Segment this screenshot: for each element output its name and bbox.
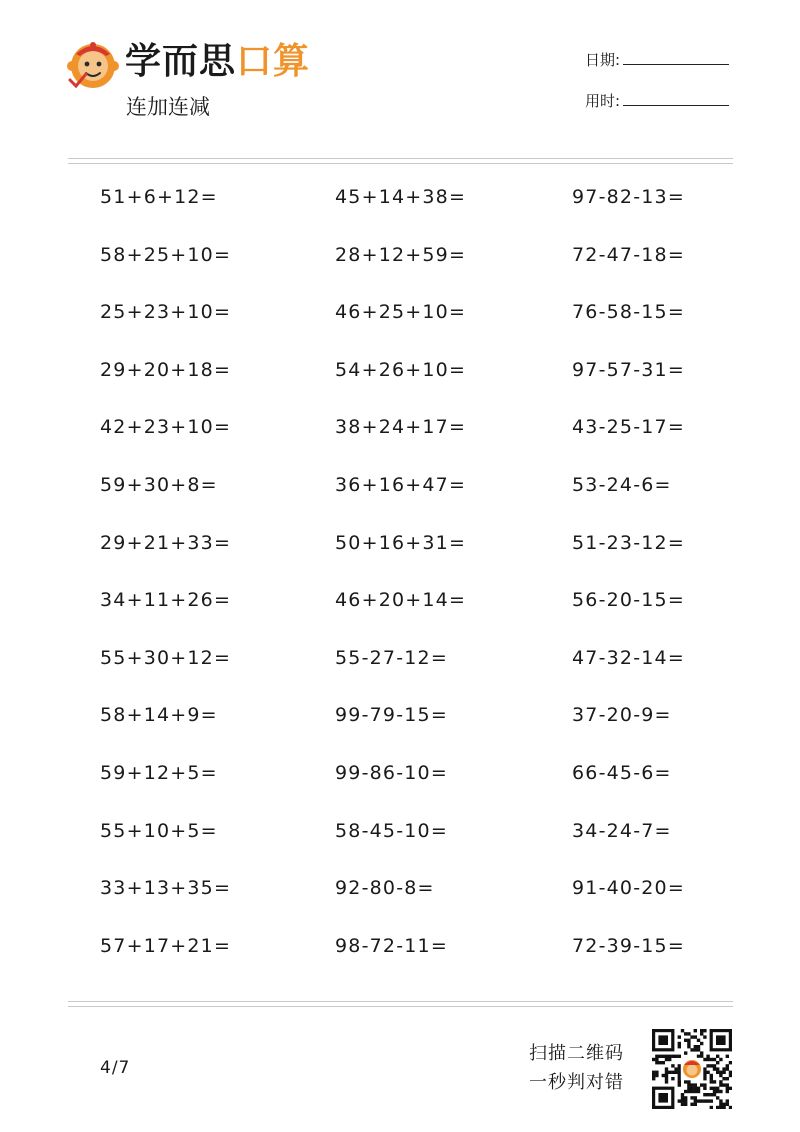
scan-instruction-line2: 一秒判对错 bbox=[529, 1072, 624, 1093]
problem-item: 98-72-11= bbox=[335, 934, 448, 957]
time-label: 用时: bbox=[585, 92, 621, 110]
problem-item: 72-39-15= bbox=[572, 934, 685, 957]
problem-item: 76-58-15= bbox=[572, 301, 685, 324]
date-label: 日期: bbox=[585, 51, 621, 69]
problem-item: 51-23-12= bbox=[572, 531, 685, 554]
problem-item: 58-45-10= bbox=[335, 819, 448, 842]
problem-item: 55+10+5= bbox=[100, 819, 218, 842]
problem-item: 54+26+10= bbox=[335, 358, 467, 381]
problem-item: 46+25+10= bbox=[335, 301, 467, 324]
header-divider-top bbox=[68, 158, 733, 159]
problem-item: 53-24-6= bbox=[572, 474, 672, 496]
problem-item: 25+23+10= bbox=[100, 301, 232, 324]
time-blank-line bbox=[623, 91, 729, 106]
problem-item: 56-20-15= bbox=[572, 589, 685, 612]
problem-item: 57+17+21= bbox=[100, 934, 232, 957]
brand-main: 学而思 bbox=[125, 41, 237, 82]
header-divider-bottom bbox=[68, 163, 733, 164]
problem-item: 47-32-14= bbox=[572, 646, 685, 669]
problem-item: 28+12+59= bbox=[335, 243, 467, 266]
problem-item: 59+30+8= bbox=[100, 474, 218, 496]
problem-item: 33+13+35= bbox=[100, 877, 232, 900]
problem-item: 43-25-17= bbox=[572, 416, 685, 439]
date-field bbox=[585, 50, 729, 70]
problem-item: 58+14+9= bbox=[100, 704, 218, 727]
problem-item: 36+16+47= bbox=[335, 474, 467, 496]
problem-item: 55-27-12= bbox=[335, 646, 448, 669]
problem-item: 91-40-20= bbox=[572, 877, 685, 900]
brand-title bbox=[125, 36, 310, 88]
qr-code-icon[interactable] bbox=[652, 1029, 732, 1109]
problem-item: 46+20+14= bbox=[335, 589, 467, 612]
time-field bbox=[585, 91, 729, 111]
monkey-logo-icon bbox=[66, 36, 120, 90]
problem-item: 34-24-7= bbox=[572, 819, 672, 842]
scan-instruction-line1: 扫描二维码 bbox=[529, 1043, 624, 1064]
footer-divider-top bbox=[68, 1001, 733, 1002]
problem-item: 42+23+10= bbox=[100, 416, 232, 439]
page-number: 4/7 bbox=[100, 1058, 131, 1078]
problem-item: 45+14+38= bbox=[335, 186, 467, 208]
problem-item: 59+12+5= bbox=[100, 762, 218, 784]
problem-item: 99-86-10= bbox=[335, 762, 448, 784]
footer-divider-bottom bbox=[68, 1006, 733, 1007]
problem-item: 51+6+12= bbox=[100, 186, 218, 208]
problem-item: 97-57-31= bbox=[572, 358, 685, 381]
problem-item: 72-47-18= bbox=[572, 243, 685, 266]
problem-item: 55+30+12= bbox=[100, 646, 232, 669]
problem-item: 58+25+10= bbox=[100, 243, 232, 266]
brand-accent: 口算 bbox=[236, 41, 311, 82]
problem-item: 99-79-15= bbox=[335, 704, 448, 727]
problem-item: 38+24+17= bbox=[335, 416, 467, 439]
problem-item: 29+20+18= bbox=[100, 358, 232, 381]
problem-item: 29+21+33= bbox=[100, 531, 232, 554]
problem-item: 50+16+31= bbox=[335, 531, 467, 554]
problem-item: 66-45-6= bbox=[572, 762, 672, 784]
problem-item: 97-82-13= bbox=[572, 186, 685, 208]
date-blank-line bbox=[623, 50, 729, 65]
problem-item: 34+11+26= bbox=[100, 589, 232, 612]
worksheet-subtitle: 连加连减 bbox=[126, 95, 210, 119]
problem-item: 37-20-9= bbox=[572, 704, 672, 727]
problem-item: 92-80-8= bbox=[335, 877, 435, 900]
